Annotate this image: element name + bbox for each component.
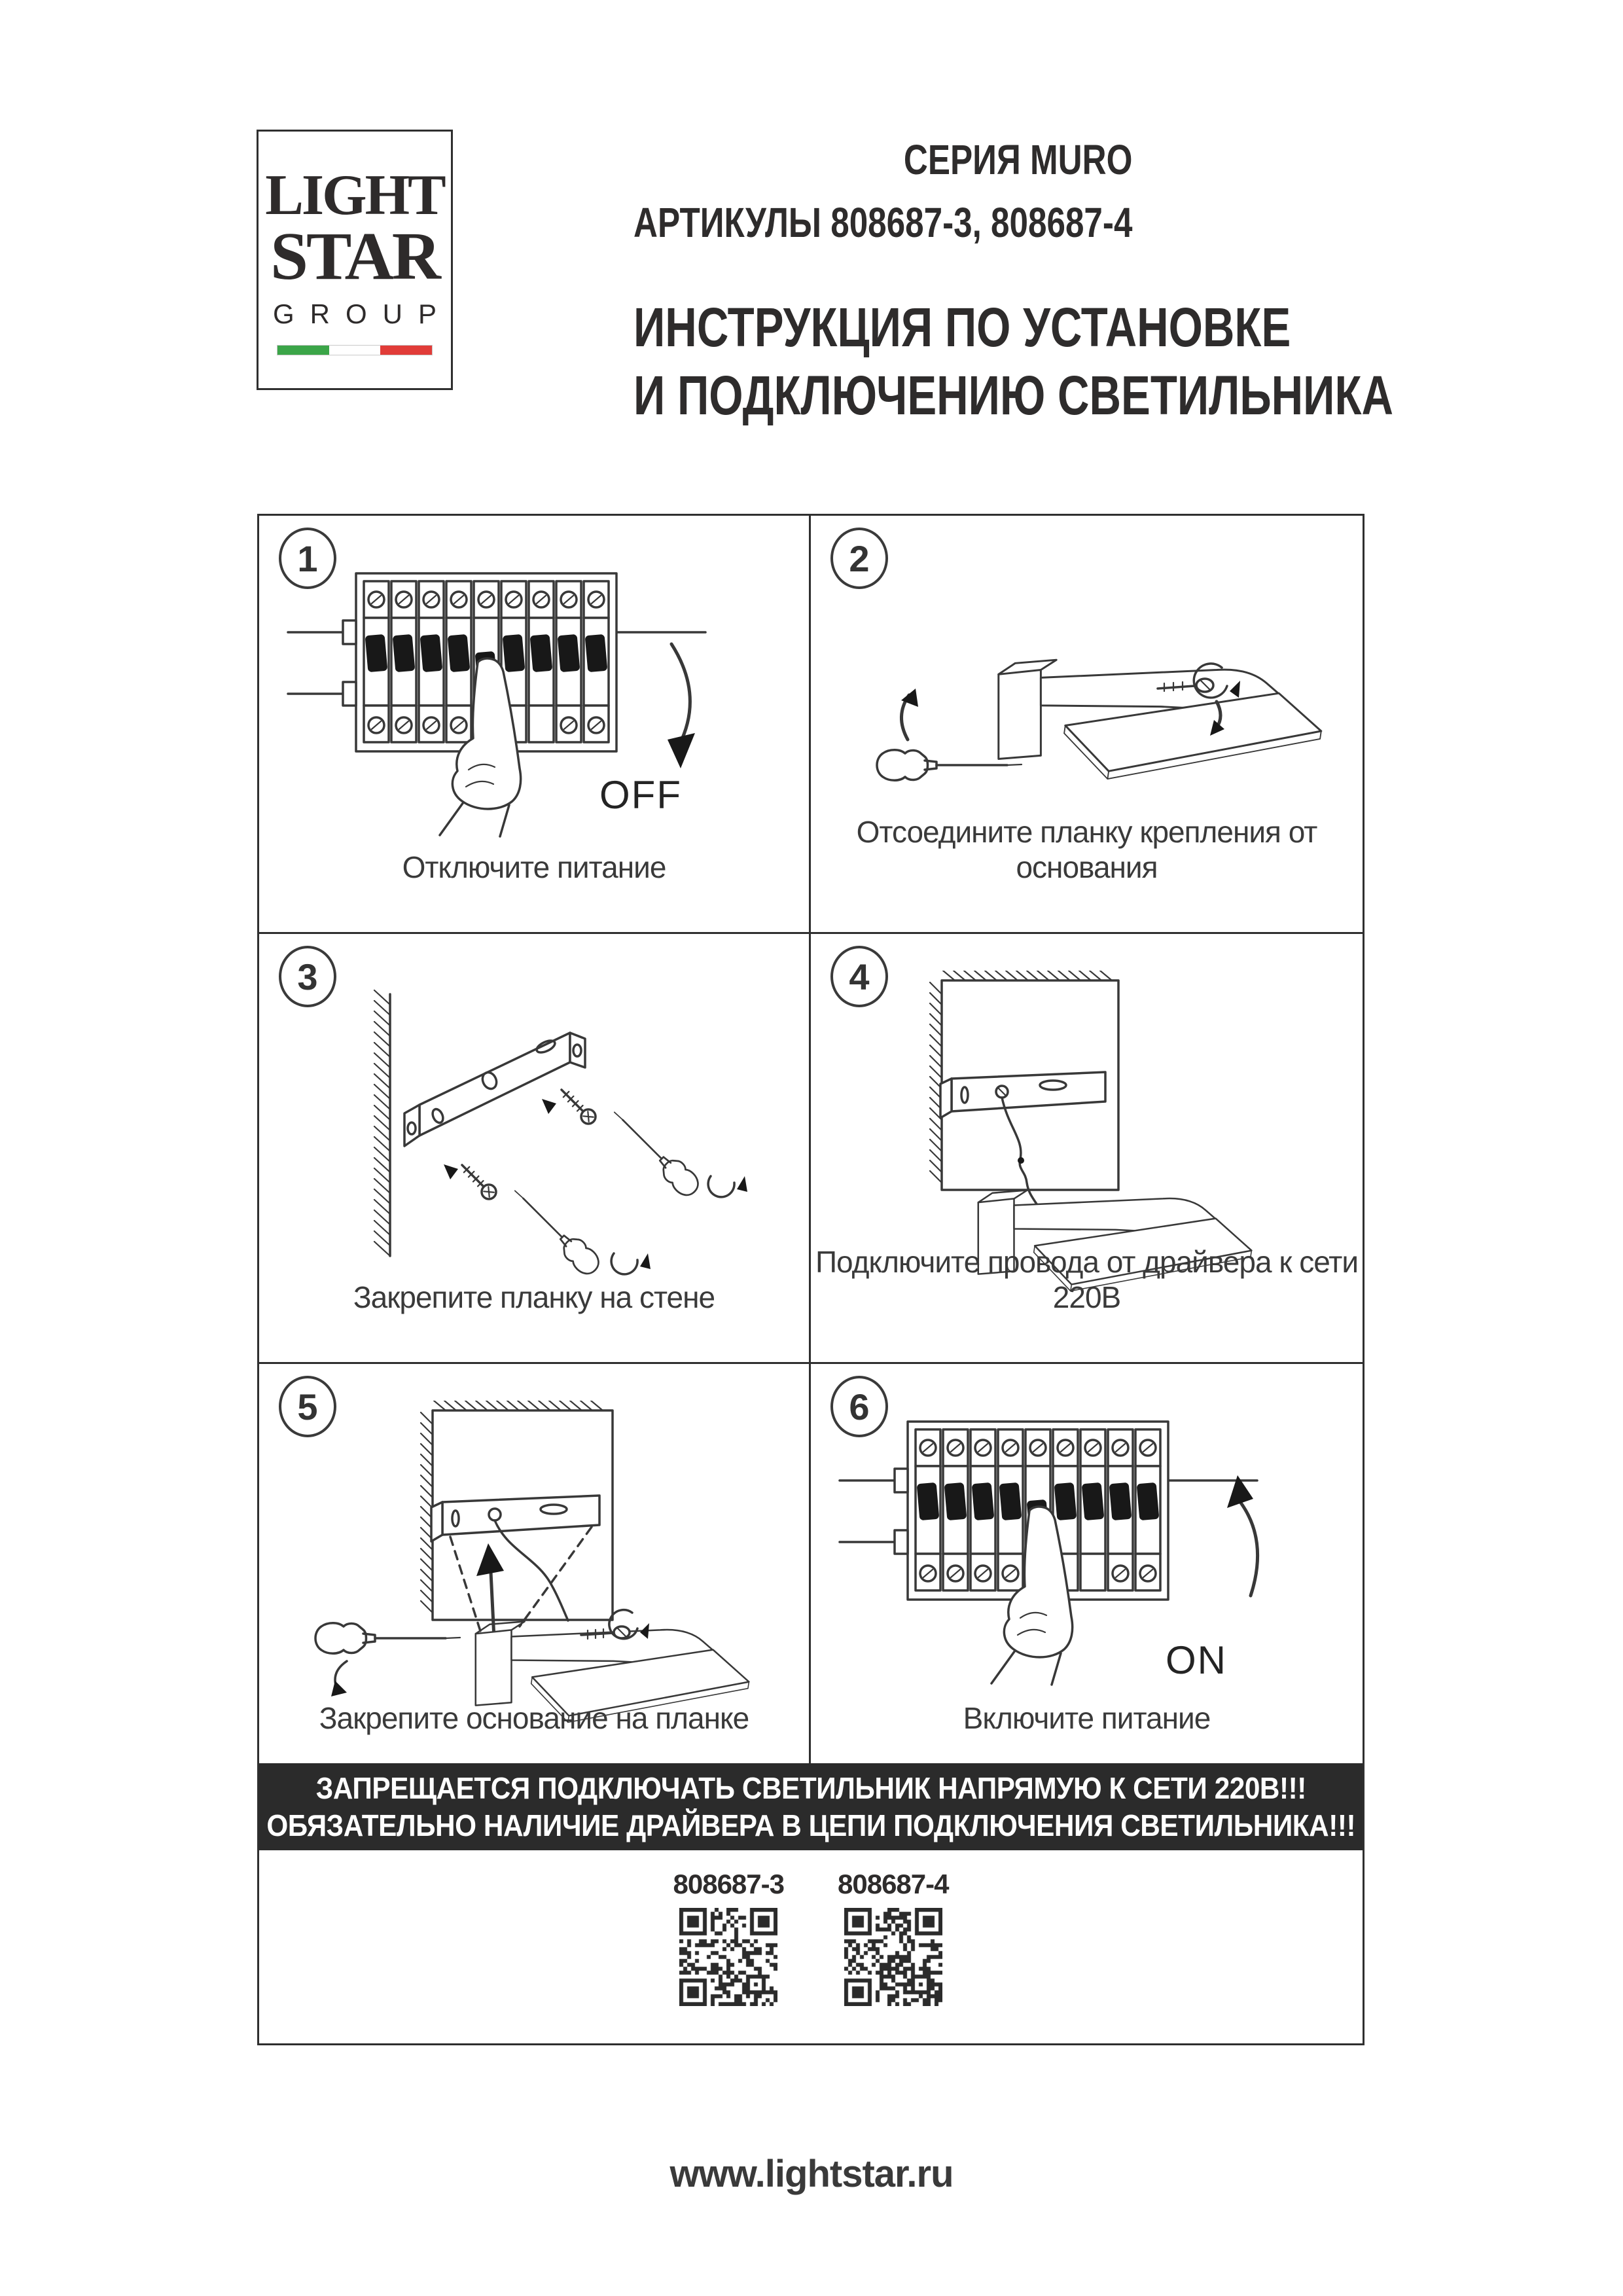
step-number-badge: 4 <box>830 946 888 1007</box>
instruction-table <box>257 514 1364 2045</box>
step-caption: Подключите провода от драйвера к сети 220В <box>815 1245 1359 1314</box>
warning-line1: ЗАПРЕЩАЕТСЯ ПОДКЛЮЧАТЬ СВЕТИЛЬНИК НАПРЯМУЮ К СЕТИ 220В!!! <box>315 1770 1306 1805</box>
breaker-on-illustration <box>830 1401 1341 1708</box>
wall-icon <box>374 990 390 1256</box>
flag-red <box>380 346 432 355</box>
step-1-cell <box>259 516 811 934</box>
logo-word-group: GROUP <box>272 298 452 329</box>
lightstar-logo <box>257 130 453 390</box>
step-number-badge: 2 <box>830 528 888 589</box>
qr-item-1 <box>673 1869 785 2043</box>
page-title-line2: И ПОДКЛЮЧЕНИЮ СВЕТИЛЬНИКА <box>633 365 1394 426</box>
qr-code <box>679 1908 777 2006</box>
screwdriver-icon <box>507 1182 651 1279</box>
articles-line: АРТИКУЛЫ 808687-3, 808687-4 <box>633 199 1133 246</box>
italy-flag-icon <box>277 345 433 355</box>
qr-label: 808687-4 <box>838 1869 949 1899</box>
flag-white <box>329 346 381 355</box>
on-label: ON <box>1166 1638 1227 1682</box>
warning-line2: ОБЯЗАТЕЛЬНО НАЛИЧИЕ ДРАЙВЕРА В ЦЕПИ ПОДКЛЮЧЕНИЯ СВЕТИЛЬНИКА!!! <box>266 1808 1355 1842</box>
qr-label: 808687-3 <box>673 1869 784 1899</box>
screwdriver-icon <box>607 1103 747 1200</box>
step-number-badge: 1 <box>279 528 336 589</box>
page-title <box>633 293 1393 429</box>
fix-base-illustration <box>279 1401 789 1734</box>
step-caption: Отключите питание <box>402 850 666 884</box>
header-series-block <box>633 136 1132 246</box>
step-2-cell <box>811 516 1363 934</box>
screw-icon <box>542 1085 599 1126</box>
alignment-dashes <box>450 1527 592 1631</box>
step-caption: Закрепите основание на планке <box>319 1701 749 1735</box>
warning-banner <box>259 1763 1363 1850</box>
mount-bracket-illustration <box>279 971 789 1298</box>
step-number-badge: 3 <box>279 946 336 1007</box>
step-3-cell <box>259 934 811 1364</box>
flag-green <box>277 346 329 355</box>
logo-word-light: LIGHT <box>265 164 444 227</box>
logo-word-star: STAR <box>270 219 439 294</box>
driver-wire-icon <box>495 1520 568 1621</box>
page-title-line1: ИНСТРУКЦИЯ ПО УСТАНОВКЕ <box>633 296 1291 358</box>
mounting-bracket-icon <box>431 1496 599 1541</box>
step-6-cell <box>811 1364 1363 1763</box>
qr-item-2 <box>838 1869 949 2043</box>
step-caption: Включите питание <box>963 1701 1211 1735</box>
qr-code <box>844 1908 942 2006</box>
qr-section <box>259 1850 1363 2043</box>
step-4-cell <box>811 934 1363 1364</box>
step-caption: Отсоедините планку крепления от основания <box>856 815 1317 884</box>
breaker-off-illustration <box>279 552 789 860</box>
step-number-badge: 6 <box>830 1376 888 1437</box>
step-caption: Закрепите планку на стене <box>353 1280 715 1314</box>
footer-url: www.lightstar.ru <box>669 2153 954 2195</box>
mounting-bracket-icon <box>940 1072 1105 1118</box>
step-5-cell <box>259 1364 811 1763</box>
step-number-badge: 5 <box>279 1376 336 1437</box>
mounting-bracket-icon <box>404 1033 585 1146</box>
screwdriver-icon <box>315 1623 460 1696</box>
off-label: OFF <box>599 773 682 817</box>
series-title: СЕРИЯ MURO <box>903 136 1133 183</box>
screw-icon <box>444 1160 499 1202</box>
